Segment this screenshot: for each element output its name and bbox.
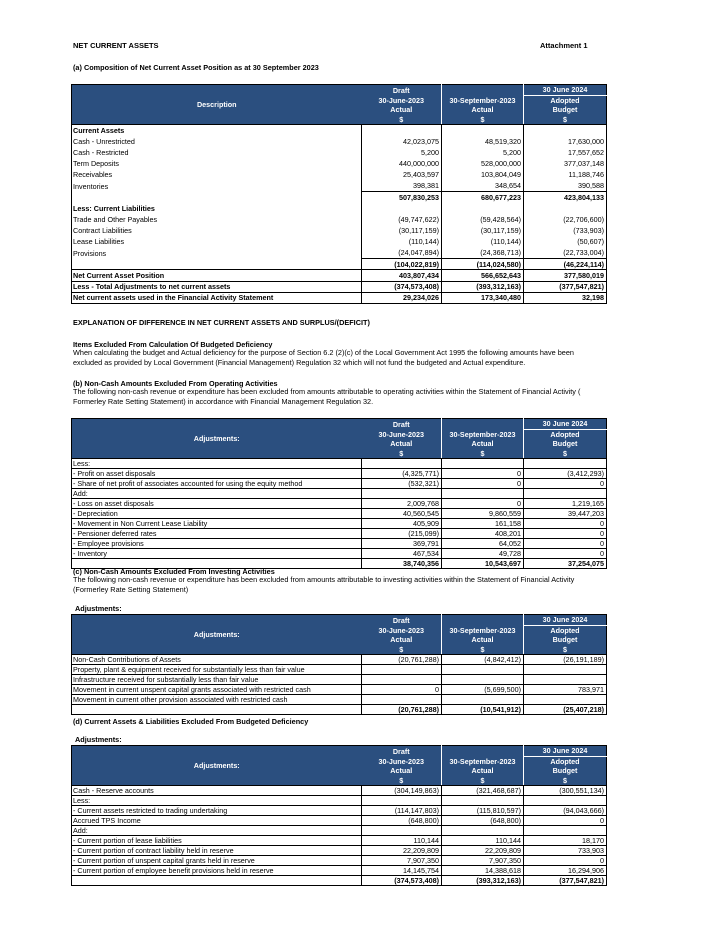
row-value: 0 [524,856,607,866]
row-value [362,695,442,705]
table-row [72,655,607,665]
header-col1: 30-June-2023 [362,95,442,105]
table-row [72,685,607,695]
row-value: 377,580,019 [524,270,607,281]
row-value: 0 [442,469,524,479]
row-value [362,826,442,836]
row-value: 14,388,618 [442,866,524,876]
header-description: Description [72,85,362,125]
header-col2: 30-September-2023 [442,429,524,439]
table-row [72,248,607,259]
row-value: 507,830,253 [362,192,442,203]
subtotal-row [72,259,607,270]
items-excluded-text-1: When calculating the budget and Actual deficiency for the purpose of Section 6.2 (2)(c) of the Local Government Act 1995 the following amounts have been [73,348,574,357]
row-value: (25,407,218) [524,705,607,715]
row-value: 17,630,000 [524,136,607,147]
table-row [72,826,607,836]
row-value [362,665,442,675]
row-value: 377,037,148 [524,158,607,169]
row-label: - Employee provisions [72,539,362,549]
row-value: (59,428,564) [442,214,524,225]
row-value: 1,219,165 [524,499,607,509]
row-label: - Profit on asset disposals [72,469,362,479]
row-value: 423,804,133 [524,192,607,203]
row-value: (22,706,600) [524,214,607,225]
row-value: 42,023,075 [362,136,442,147]
row-value: (393,312,163) [442,281,524,292]
row-value: 405,909 [362,519,442,529]
row-value: 528,000,000 [442,158,524,169]
row-value: (4,842,412) [442,655,524,665]
row-value [442,675,524,685]
items-excluded-title: Items Excluded From Calculation Of Budgeted Deficiency [73,340,273,349]
total-row [72,876,607,886]
row-value: (10,541,912) [442,705,524,715]
items-excluded-text-2: excluded as provided by Local Government (Financial Management) Regulation 32 which will not fund the budgeted and Actual expenditure. [73,358,526,367]
row-value [442,665,524,675]
header-col1: 30-June-2023 [362,625,442,635]
row-label: - Current portion of employee benefit provisions held in reserve [72,866,362,876]
header-col3: $ [524,645,607,655]
row-value [442,695,524,705]
header-col3: Budget [524,105,607,115]
row-value: 5,200 [362,147,442,158]
total-row [72,705,607,715]
header-col3: $ [524,776,607,786]
row-value: 566,652,643 [442,270,524,281]
header-col3: Budget [524,439,607,449]
table-row [72,675,607,685]
header-col2: Actual [442,635,524,645]
row-value: 110,144 [442,836,524,846]
row-value: (215,099) [362,529,442,539]
row-label: Receivables [72,169,362,180]
row-label: Movement in current unspent capital grants associated with restricted cash [72,685,362,695]
row-value: (49,747,622) [362,214,442,225]
table-row [72,529,607,539]
row-label [72,259,362,270]
row-value: 0 [524,539,607,549]
header-col2: $ [442,449,524,459]
row-value [524,459,607,469]
page-title: NET CURRENT ASSETS [73,41,159,50]
row-value: (50,607) [524,236,607,247]
row-value: 0 [362,685,442,695]
row-value: (377,547,821) [524,876,607,886]
section-c-title: (c) Non-Cash Amounts Excluded From Investing Activities [73,567,275,576]
table-row [72,519,607,529]
header-col3: 30 June 2024 [524,85,607,96]
row-label: - Share of net profit of associates accounted for using the equity method [72,479,362,489]
row-value: 403,807,434 [362,270,442,281]
header-col2 [442,85,524,96]
table-row [72,125,607,136]
header-col3: Adopted [524,625,607,635]
row-value [442,459,524,469]
row-value: 22,209,809 [442,846,524,856]
table-row [72,549,607,559]
row-value: 161,158 [442,519,524,529]
row-label: Lease Liabilities [72,236,362,247]
row-value: 0 [524,816,607,826]
header-row [72,419,607,430]
row-label: Less: [72,459,362,469]
row-value: 783,971 [524,685,607,695]
row-value: 408,201 [442,529,524,539]
row-value: 0 [524,529,607,539]
table-row [72,806,607,816]
row-label: Cash - Reserve accounts [72,786,362,796]
row-label: Current Assets [72,125,362,136]
row-label: Net current assets used in the Financial Activity Statement [72,292,362,303]
row-value: 0 [524,519,607,529]
header-col2 [442,746,524,757]
row-value: 32,198 [524,292,607,303]
row-value: 733,903 [524,846,607,856]
row-label: - Movement in Non Current Lease Liability [72,519,362,529]
header-col3: 30 June 2024 [524,746,607,757]
row-value: (114,147,803) [362,806,442,816]
row-value: 348,654 [442,180,524,191]
section-b-text-2: Formerley Rate Setting Statement) in accordance with Financial Management Regulation 32. [73,397,374,406]
table-row [72,479,607,489]
row-value: 64,052 [442,539,524,549]
row-value: (24,047,894) [362,248,442,259]
header-col1: Actual [362,439,442,449]
header-col2: $ [442,645,524,655]
header-col3: Budget [524,766,607,776]
table-row [72,236,607,247]
header-col3: Adopted [524,95,607,105]
header-col3: 30 June 2024 [524,419,607,430]
row-label: Net Current Asset Position [72,270,362,281]
attachment-label: Attachment 1 [540,41,588,50]
row-value: (114,024,580) [442,259,524,270]
table-row [72,136,607,147]
net-current-assets-table [71,84,607,304]
header-col2: $ [442,115,524,125]
header-col2 [442,615,524,626]
section-d-title: (d) Current Assets & Liabilities Excluded From Budgeted Deficiency [73,717,309,726]
row-label: - Inventory [72,549,362,559]
row-label: Accrued TPS Income [72,816,362,826]
header-col1: 30-June-2023 [362,756,442,766]
row-value: 49,728 [442,549,524,559]
section-b-title: (b) Non-Cash Amounts Excluded From Operating Activities [73,379,278,388]
header-col2: 30-September-2023 [442,756,524,766]
header-col1: Draft [362,419,442,430]
row-label: Movement in current other provision associated with restricted cash [72,695,362,705]
row-value [442,125,524,136]
total-row [72,270,607,281]
table-row [72,158,607,169]
header-row [72,85,607,96]
row-value [524,675,607,685]
table-row [72,180,607,191]
section-a-title: (a) Composition of Net Current Asset Position as at 30 September 2023 [73,63,319,72]
header-col1: $ [362,449,442,459]
row-value: (321,468,687) [442,786,524,796]
table-row [72,786,607,796]
table-row [72,695,607,705]
header-description: Adjustments: [72,419,362,459]
row-value [524,665,607,675]
row-value [524,695,607,705]
header-col3: 30 June 2024 [524,615,607,626]
row-value: 369,791 [362,539,442,549]
row-label: Cash - Restricted [72,147,362,158]
header-col1: $ [362,645,442,655]
row-value: (104,022,819) [362,259,442,270]
row-value: 40,560,545 [362,509,442,519]
row-value: 103,804,049 [442,169,524,180]
row-value: (110,144) [362,236,442,247]
row-value: (24,368,713) [442,248,524,259]
row-value [442,489,524,499]
row-label: Infrastructure received for substantially less than fair value [72,675,362,685]
row-value: 38,740,356 [362,559,442,569]
row-value: (26,191,189) [524,655,607,665]
table-row [72,214,607,225]
row-value [524,489,607,499]
row-label: - Current portion of lease liabilities [72,836,362,846]
row-value: (30,117,159) [442,225,524,236]
header-col2: 30-September-2023 [442,625,524,635]
row-value: (110,144) [442,236,524,247]
row-value: (3,412,293) [524,469,607,479]
header-col1: Draft [362,746,442,757]
row-value: 7,907,350 [362,856,442,866]
header-col2: Actual [442,766,524,776]
row-label: Add: [72,826,362,836]
row-value [362,489,442,499]
explanation-title: EXPLANATION OF DIFFERENCE IN NET CURRENT ASSETS AND SURPLUS/(DEFICIT) [73,318,370,327]
header-col3: Adopted [524,756,607,766]
subtotal-row [72,192,607,203]
table-row [72,225,607,236]
row-label: Cash - Unrestricted [72,136,362,147]
row-value: (300,551,134) [524,786,607,796]
row-label: - Loss on asset disposals [72,499,362,509]
row-value: (733,903) [524,225,607,236]
row-value [442,796,524,806]
section-d-adjustments-label: Adjustments: [75,735,122,744]
row-value: 48,519,320 [442,136,524,147]
header-col1: Draft [362,85,442,96]
row-value: 14,145,754 [362,866,442,876]
row-value: (377,547,821) [524,281,607,292]
row-label [72,705,362,715]
investing-adjustments-table [71,614,607,715]
header-col2: 30-September-2023 [442,95,524,105]
row-label [72,876,362,886]
row-label: Trade and Other Payables [72,214,362,225]
table-row [72,539,607,549]
row-value: (22,733,004) [524,248,607,259]
table-row [72,796,607,806]
row-value: (115,810,597) [442,806,524,816]
row-value: (532,321) [362,479,442,489]
total-row [72,292,607,303]
row-label [72,192,362,203]
row-label: Provisions [72,248,362,259]
row-value: 18,170 [524,836,607,846]
row-value [524,796,607,806]
header-col2: Actual [442,105,524,115]
row-label: Less: [72,796,362,806]
row-value: 17,557,652 [524,147,607,158]
table-row [72,856,607,866]
row-label: - Depreciation [72,509,362,519]
header-col1: 30-June-2023 [362,429,442,439]
row-label: - Current portion of contract liability held in reserve [72,846,362,856]
row-value [362,125,442,136]
table-row [72,836,607,846]
table-row [72,469,607,479]
table-row [72,147,607,158]
row-label: - Current portion of unspent capital grants held in reserve [72,856,362,866]
row-value: 25,403,597 [362,169,442,180]
row-value: (94,043,666) [524,806,607,816]
row-value: 39,447,203 [524,509,607,519]
row-value: (20,761,288) [362,705,442,715]
row-value: (30,117,159) [362,225,442,236]
table-row [72,846,607,856]
header-description: Adjustments: [72,746,362,786]
table-row [72,816,607,826]
table-row [72,459,607,469]
header-row [72,615,607,626]
row-value: 390,588 [524,180,607,191]
table-row [72,499,607,509]
row-label: Less: Current Liabilities [72,203,362,214]
section-c-text-2: (Formerley Rate Setting Statement) [73,585,189,594]
header-col2: $ [442,776,524,786]
header-col3: $ [524,449,607,459]
row-value [524,125,607,136]
row-value: 2,009,768 [362,499,442,509]
row-value: 10,543,697 [442,559,524,569]
row-value: 16,294,906 [524,866,607,876]
row-value: 680,677,223 [442,192,524,203]
row-value [524,203,607,214]
row-label: Less - Total Adjustments to net current assets [72,281,362,292]
excluded-assets-liabilities-table [71,745,607,886]
header-col1: $ [362,115,442,125]
row-label: Non-Cash Contributions of Assets [72,655,362,665]
row-value: 0 [524,479,607,489]
table-row [72,665,607,675]
header-col1: $ [362,776,442,786]
table-row [72,866,607,876]
row-value [362,796,442,806]
row-label: - Current assets restricted to trading undertaking [72,806,362,816]
row-value: 7,907,350 [442,856,524,866]
row-label: Term Deposits [72,158,362,169]
row-value [362,203,442,214]
row-label: Property, plant & equipment received for substantially less than fair value [72,665,362,675]
row-value [442,203,524,214]
section-c-adjustments-label: Adjustments: [75,604,122,613]
table-row [72,169,607,180]
row-value: (20,761,288) [362,655,442,665]
header-description: Adjustments: [72,615,362,655]
table-row [72,509,607,519]
row-label: Inventories [72,180,362,191]
row-value: (304,149,863) [362,786,442,796]
row-value: 11,188,746 [524,169,607,180]
header-col3: $ [524,115,607,125]
row-value: 5,200 [442,147,524,158]
row-value: (648,800) [362,816,442,826]
row-value: (374,573,408) [362,281,442,292]
row-value: 173,340,480 [442,292,524,303]
row-value: 0 [442,479,524,489]
row-value: (374,573,408) [362,876,442,886]
row-value [362,459,442,469]
row-value: 22,209,809 [362,846,442,856]
row-value [362,675,442,685]
section-b-text-1: The following non-cash revenue or expenditure has been excluded from amounts attributable to operating activities within the Statement of Financial Activity ( [73,387,581,396]
row-value: (648,800) [442,816,524,826]
row-value: 37,254,075 [524,559,607,569]
row-value: 467,534 [362,549,442,559]
header-col1: Actual [362,635,442,645]
header-col1: Actual [362,766,442,776]
table-row [72,203,607,214]
header-col2: Actual [442,439,524,449]
row-value: (5,699,500) [442,685,524,695]
section-c-text-1: The following non-cash revenue or expenditure has been excluded from amounts attributable to investing activities within the Statement of Financial Activity [73,575,575,584]
row-value: 0 [442,499,524,509]
table-row [72,489,607,499]
row-value: 398,381 [362,180,442,191]
operating-adjustments-table [71,418,607,569]
header-col3: Budget [524,635,607,645]
row-value [442,826,524,836]
header-row [72,746,607,757]
row-label: Contract Liabilities [72,225,362,236]
row-value: 29,234,026 [362,292,442,303]
row-value: 440,000,000 [362,158,442,169]
row-label: Add: [72,489,362,499]
row-value: (4,325,771) [362,469,442,479]
header-col1: Actual [362,105,442,115]
row-value: (46,224,114) [524,259,607,270]
row-value: 110,144 [362,836,442,846]
row-label: - Pensioner deferred rates [72,529,362,539]
header-col2 [442,419,524,430]
header-col1: Draft [362,615,442,626]
header-col3: Adopted [524,429,607,439]
row-value [524,826,607,836]
total-row [72,281,607,292]
row-value: 0 [524,549,607,559]
row-value: 9,860,559 [442,509,524,519]
row-value: (393,312,163) [442,876,524,886]
